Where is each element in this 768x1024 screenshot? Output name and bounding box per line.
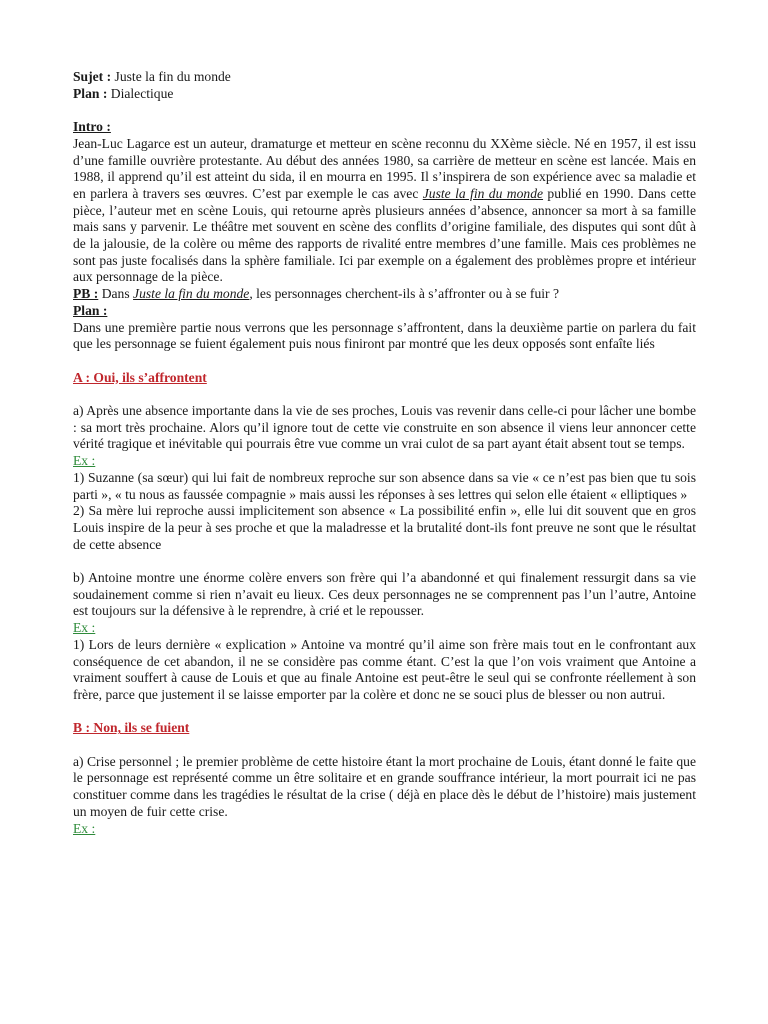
problematic-text-1: Dans [98, 286, 134, 302]
problematic-text-2: , les personnages cherchent-ils à s’affronter ou à se fuir ? [249, 286, 559, 302]
intro-work-title: Juste la fin du monde [422, 185, 544, 201]
part-a-point-b: b) Antoine montre une énorme colère envers son frère qui l’a abandonné et qui finalement ressurgit dans sa vie soudainement comme si rien n’avait eu lieux. Ces deux personnages ne se comprennent pas l’un l’autre, Antoine est toujours sur la défensive à le reprendre, à crié et le repousser. [73, 570, 696, 619]
part-a-example-1-item-1: 1) Suzanne (sa sœur) qui lui fait de nombreux reproche sur son absence dans sa vie « ce n’est pas bien que tu sois parti », « tu nous as faussée compagnie » mais aussi les réponses à ses lettres qui selon elle étaient « elliptiques » [73, 469, 696, 502]
plan-type-label: Plan : [73, 85, 108, 101]
intro-heading: Intro : [73, 119, 111, 135]
plan-heading: Plan : [73, 302, 108, 318]
intro-paragraph [73, 136, 696, 286]
part-a-point-a: a) Après une absence importante dans la vie de ses proches, Louis vas revenir dans celle-ci pour lâcher une bombe : sa mort très prochaine. Alors qu’il ignore tout de cette vie construite en son absence il viens leur annoncer cette vérité tragique et inévitable qui pourrais être vue comme un vrai culot de sa part ayant était absent tout se temps. [73, 403, 696, 452]
part-a-heading: A : Oui, ils s’affrontent [73, 369, 207, 385]
subject-value: Juste la fin du monde [111, 69, 231, 84]
intro-text-1: Jean-Luc Lagarce est un auteur, dramaturge et metteur en scène reconnu du XXème siècle. Né en 1957, il est issu d’une famille ouvrière protestante. Au début des années 1980, sa carrière de metteur en scène est lancée. Mais en 1988, il apprend qu’il est atteint du sida, il en mourra en 1995. Il s’inspirera de son expérience avec sa maladie et en parlera à travers ses œuvres. C’est par exemple le cas avec [73, 135, 696, 201]
part-b-point-a: a) Crise personnel ; le premier problème de cette histoire étant la mort prochaine de Louis, étant donné le faite que le personnage est représenté comme un être solitaire et en grande souffrance intérieur, la mort pourrait ici ne pas constituer comme dans les tragédies le résultat de la crise ( déjà en place dès le début de l’histoire) mais justement un moyen de fuir cette crise. [73, 753, 696, 819]
part-b-example-label: Ex : [73, 820, 96, 836]
intro-text-2: publié en 1990. Dans cette pièce, l’auteur met en scène Louis, qui retourne après plusieurs années d’absence, annoncer sa mort à sa famille mais sans y parvenir. Le théâtre met souvent en scène des conflits d’origine familiale, des disputes qui sont dût à de la jalousie, de la colère ou même des rapports de rivalité entre membres d’une famille. Mais ces problèmes ne sont pas juste focalisés dans la sphère familiale. Ici par exemple on a également des problèmes propre et intérieur aux personnage de la pièce. [73, 185, 696, 285]
problematic-label: PB : [73, 286, 99, 302]
part-a-example-1-item-2: 2) Sa mère lui reproche aussi implicitement son absence « La possibilité enfin », elle lui dit souvent que en gros Louis inspire de la peur à ses proche et que la maladresse et la brutalité dont-ils font preuve ne sont que le résultat de cette absence [73, 503, 696, 552]
subject-line [73, 69, 696, 86]
plan-type-value: Dialectique [107, 85, 174, 101]
part-b-heading: B : Non, ils se fuient [73, 720, 190, 736]
subject-label: Sujet : [73, 69, 112, 84]
part-a-example-2-item-1: 1) Lors de leurs dernière « explication » Antoine va montré qu’il aime son frère mais tout en le confrontant aux conséquence de cet abandon, il ne se considère pas comme étant. C’est la que l’on vois vraiment que Antoine a vraiment souffert à cause de Louis et que au finale Antoine est peut-être le seul qui se confronte réellement à son frère, parce que justement il se laisse emporter par la colère et donc ne se souci plus de blesser ou non autrui. [73, 636, 696, 702]
problematic-work-title: Juste la fin du monde [133, 286, 250, 302]
plan-type-line [73, 86, 696, 103]
plan-paragraph: Dans une première partie nous verrons que les personnage s’affrontent, dans la deuxième partie on parlera du fait que les personnage se fuient également puis nous finiront par montré que les deux opposés sont enfaîte liés [73, 319, 696, 352]
part-a-example-2-label: Ex : [73, 620, 96, 636]
problematic-line [73, 286, 696, 303]
part-a-example-1-label: Ex : [73, 453, 96, 469]
